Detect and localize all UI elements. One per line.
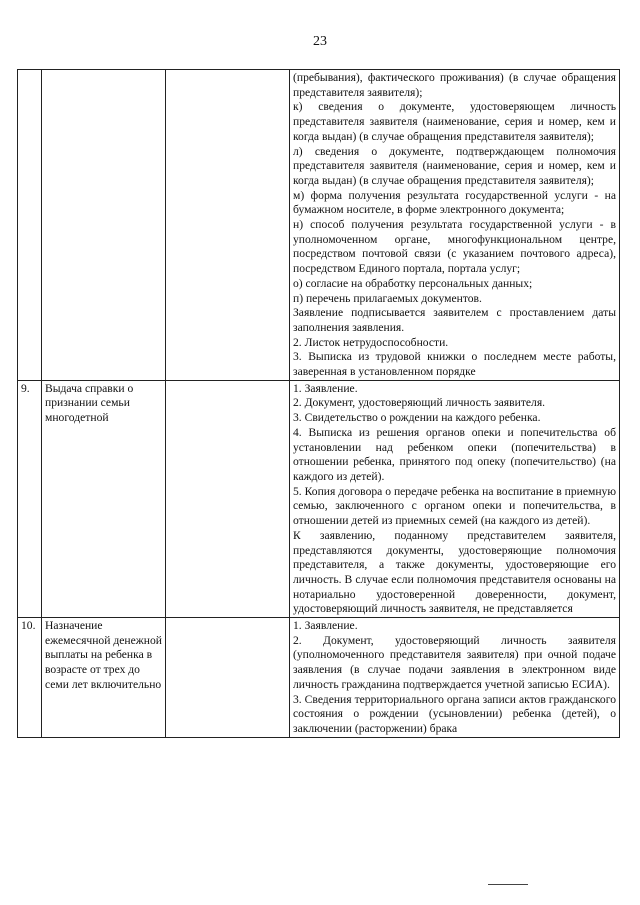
documents-cell [290, 618, 620, 738]
table-row [18, 618, 620, 738]
document-paragraph: 3. Сведения территориального органа записи актов гражданского состояния о рождении (усыновлении) ребенка (детей), о заключении (расторжении) брака [293, 692, 616, 735]
document-paragraph: 1. Заявление. [293, 619, 358, 633]
row-number [18, 70, 42, 381]
document-paragraph: 1. Заявление. [293, 381, 358, 395]
document-paragraph: к) сведения о документе, удостоверяющем личность представителя заявителя (наименование, серия и номер, кем и когда выдан) (в случае обращения представителя заявителя); [293, 100, 616, 143]
document-paragraph: (пребывания), фактического проживания) (в случае обращения представителя заявителя); [293, 71, 616, 99]
empty-cell [166, 380, 290, 617]
document-paragraph: К заявлению, поданному представителем заявителя, представляются документы, удостоверяющие полномочия представителя, а также документы, удостоверяющие его личность. В случае если полномочия представителя основаны на нотариально удостоверенной доверенности, документ, удостоверяющий личность заявителя, не представляется [293, 528, 616, 616]
document-paragraph: п) перечень прилагаемых документов. [293, 291, 482, 305]
page-number: 23 [313, 34, 327, 49]
row-number: 10. [18, 618, 42, 738]
document-paragraph: 2. Документ, удостоверяющий личность заявителя. [293, 396, 546, 410]
document-paragraph: 4. Выписка из решения органов опеки и попечительства об установлении над ребенком опеки (попечительства) в отношении ребенка, принятого под опеку (попечительство) (на каждого из детей). [293, 425, 616, 483]
row-number: 9. [18, 380, 42, 617]
document-paragraph: 2. Документ, удостоверяющий личность заявителя (уполномоченного представителя заявителя) при очной подаче заявления (в случае подачи заявления в электронном виде личность гражданина подтверждается учетной записью ЕСИА). [293, 633, 616, 691]
document-paragraph: 3. Свидетельство о рождении на каждого ребенка. [293, 411, 541, 425]
document-paragraph: м) форма получения результата государственной услуги - на бумажном носителе, в форме электронного документа; [293, 188, 616, 217]
documents-cell [290, 380, 620, 617]
document-paragraph: л) сведения о документе, подтверждающем полномочия представителя заявителя (наименование, серия и номер, кем и когда выдан) (в случае обращения представителя заявителя); [293, 144, 616, 187]
document-paragraph: Заявление подписывается заявителем с проставлением даты заполнения заявления. [293, 306, 616, 334]
table-row [18, 380, 620, 617]
table-body [18, 70, 620, 738]
document-paragraph: 5. Копия договора о передаче ребенка на воспитание в приемную семью, заключенного с органом опеки и попечительства, в отношении детей из приемных семей (на каждого из детей). [293, 484, 616, 528]
table-row [18, 70, 620, 381]
document-paragraph: н) способ получения результата государственной услуги - в уполномоченном органе, многофункциональном центре, посредством почтовой связи (с указанием почтового адреса), посредством Единого портала, портала услуг; [293, 218, 616, 276]
empty-cell [166, 70, 290, 381]
services-table [17, 69, 620, 738]
document-paragraph: 3. Выписка из трудовой книжки о последнем месте работы, заверенная в установленном порядке [293, 350, 616, 379]
document-paragraph: о) согласие на обработку персональных данных; [293, 276, 533, 290]
service-name: Назначение ежемесячной денежной выплаты на ребенка в возрасте от трех до семи лет включительно [42, 618, 166, 738]
footer-line [488, 884, 528, 885]
service-name [42, 70, 166, 381]
empty-cell [166, 618, 290, 738]
service-name: Выдача справки о признании семьи многодетной [42, 380, 166, 617]
documents-cell [290, 70, 620, 381]
document-paragraph: 2. Листок нетрудоспособности. [293, 335, 449, 349]
